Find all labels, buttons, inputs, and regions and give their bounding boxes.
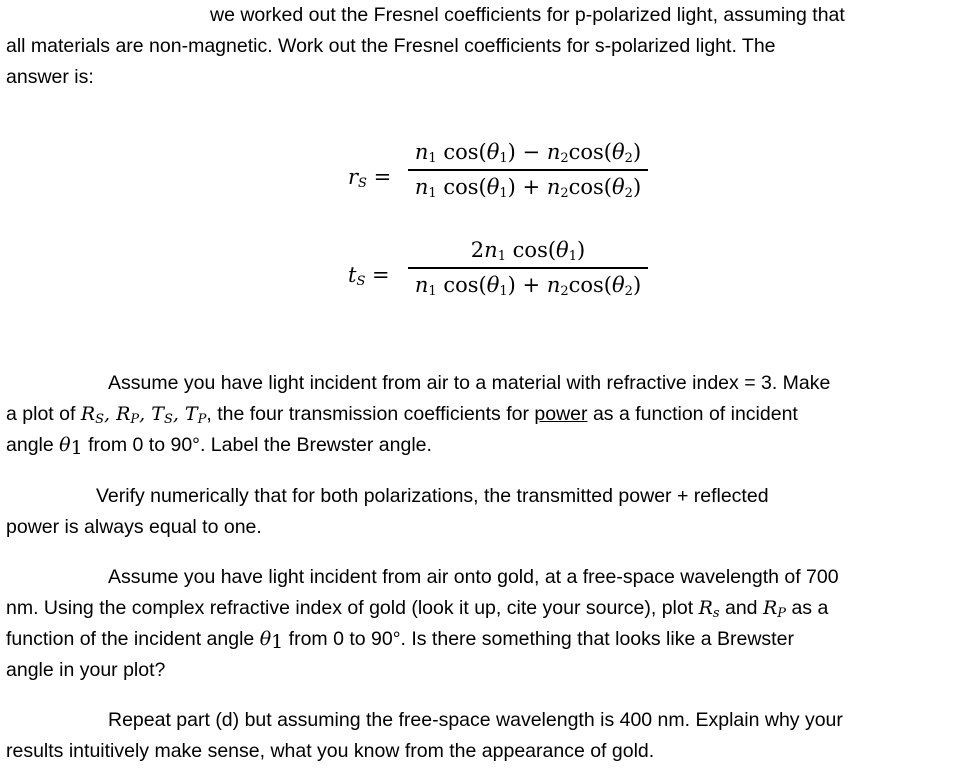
part-d-line-2: nm. Using the complex refractive index of gold (look it up, cite your source), plot $R_s$ and $R_P$ as a — [6, 597, 829, 621]
part-d-line-4: angle in your plot? — [6, 659, 166, 681]
rs-numerator: $n_1$ $\cos(\theta_1) - n_2\cos(\theta_2)$ — [414, 140, 642, 166]
rs-fraction — [408, 140, 648, 199]
part-e-line-2: results intuitively make sense, what you know from the appearance of gold. — [6, 740, 655, 762]
part-d-line-1: Assume you have light incident from air onto gold, at a free-space wavelength of 700 — [108, 566, 839, 588]
part-d-line-3: function of the incident angle $\theta_1$ from 0 to 90°. Is there something that looks like a Brewster — [6, 628, 794, 653]
intro-line-3: answer is: — [6, 66, 94, 88]
part-e-line-1: Repeat part (d) but assuming the free-space wavelength is 400 nm. Explain why your — [108, 709, 843, 731]
intro-line-2: all materials are non-magnetic. Work out the Fresnel coefficients for s-polarized light. The — [6, 35, 776, 57]
part-c-paragraph — [6, 481, 946, 543]
ts-lhs: $t_S$ = — [348, 263, 390, 289]
part-c-line-2: power is always equal to one. — [6, 516, 262, 538]
part-c-line-1: Verify numerically that for both polarizations, the transmitted power + reflected — [96, 485, 769, 507]
power-underlined: power — [534, 403, 588, 425]
rs-lhs: $r_S$ = — [348, 165, 392, 191]
part-b-line-1: Assume you have light incident from air to a material with refractive index = 3. Make — [108, 372, 831, 394]
intro-paragraph — [6, 0, 946, 93]
part-b-paragraph — [6, 368, 946, 461]
part-e-paragraph — [6, 705, 946, 767]
part-b-line-3: angle $\theta_1$ from 0 to 90°. Label the Brewster angle. — [6, 434, 432, 459]
rs-denominator: $n_1$ $\cos(\theta_1) + n_2\cos(\theta_2)$ — [414, 174, 642, 201]
intro-line-1: we worked out the Fresnel coefficients for p-polarized light, assuming that — [210, 4, 845, 26]
part-b-line-2: a plot of $R_S$, $R_P$, $T_S$, $T_P$, the four transmission coefficients for power as a function of incident — [6, 403, 798, 427]
ts-fraction-bar — [408, 267, 648, 269]
ts-fraction — [408, 238, 648, 297]
part-d-paragraph — [6, 562, 946, 686]
equation-ts — [348, 238, 658, 308]
ts-denominator: $n_1$ $\cos(\theta_1) + n_2\cos(\theta_2)$ — [414, 272, 642, 299]
power-coefficients-symbols: $R_S$, $R_P$, $T_S$, $T_P$ — [80, 403, 207, 427]
rs-fraction-bar — [408, 169, 648, 171]
equation-rs — [348, 140, 658, 210]
ts-numerator: $2n_1$ $\cos(\theta_1)$ — [470, 238, 586, 264]
